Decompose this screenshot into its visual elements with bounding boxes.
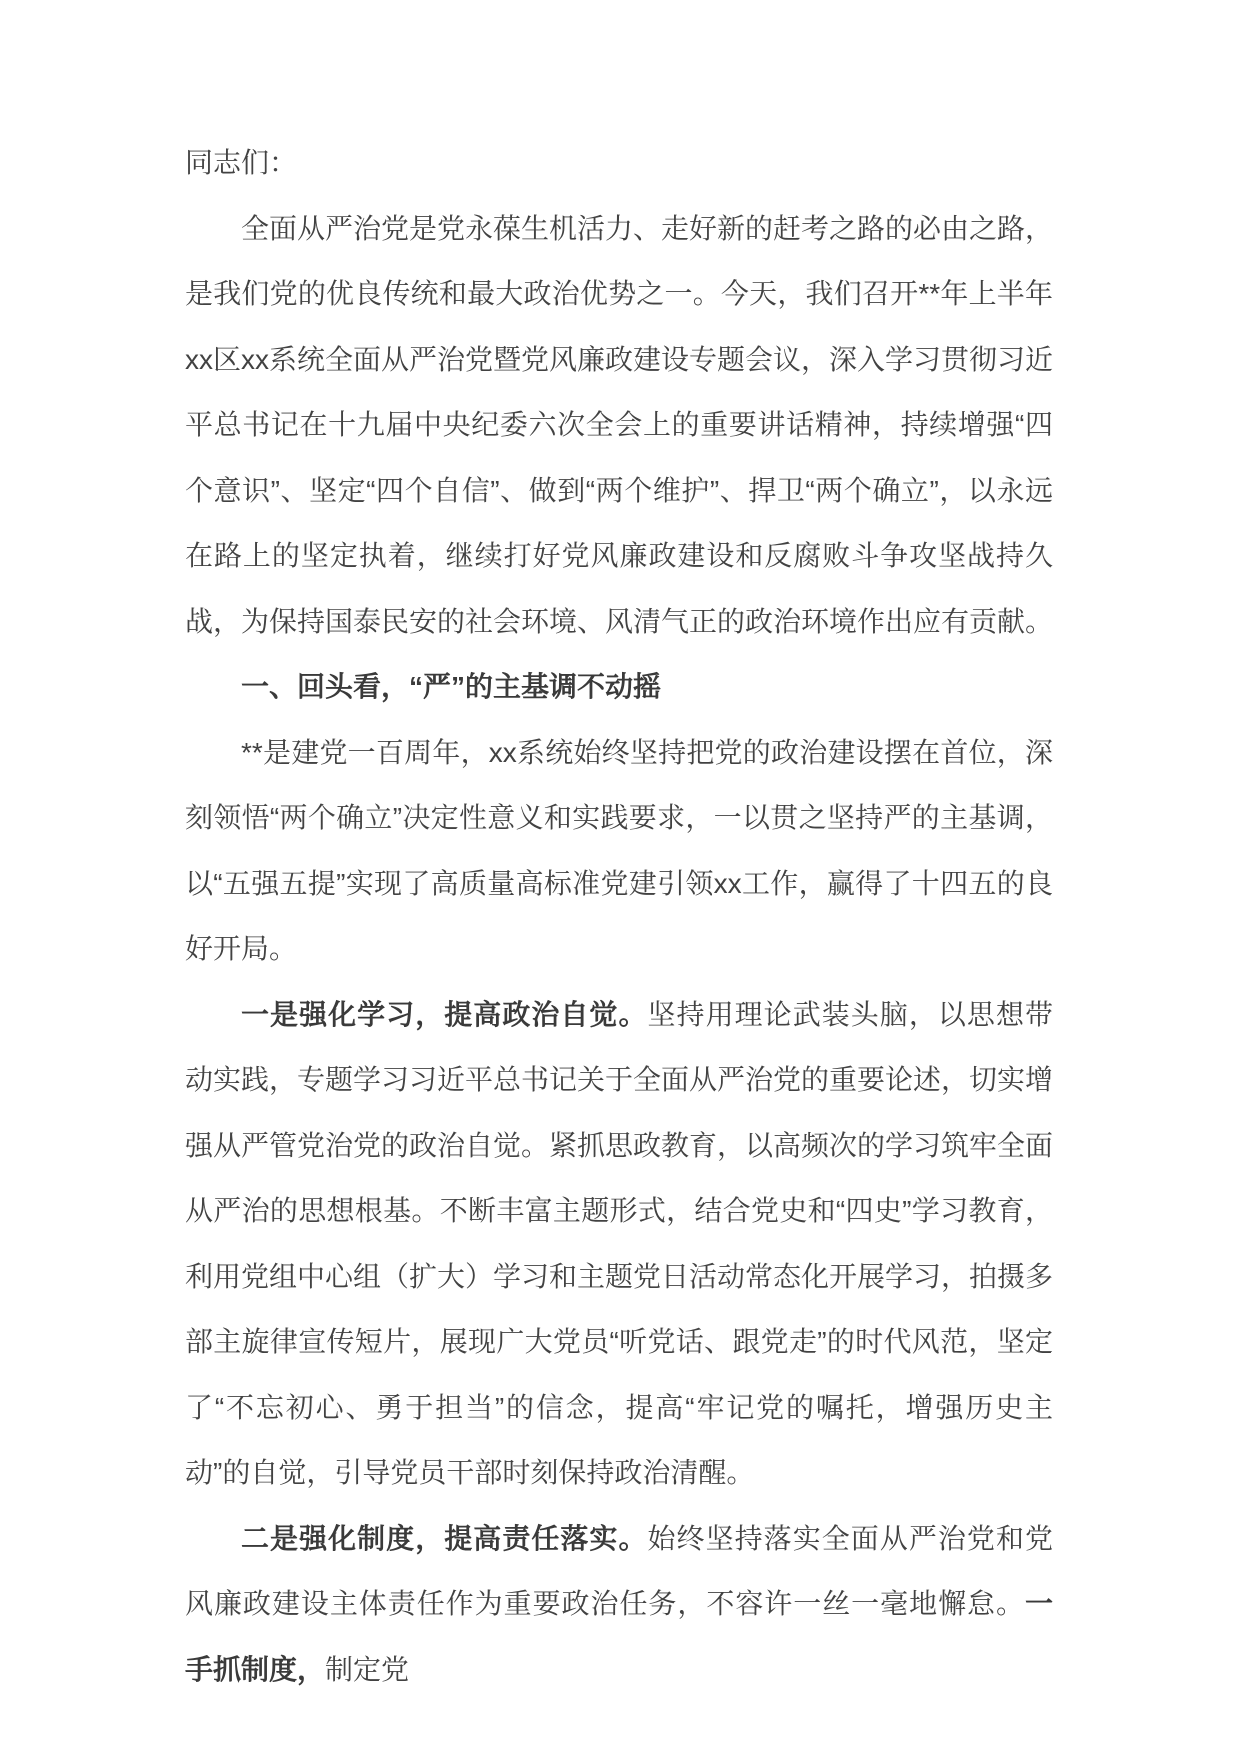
section-heading-1 [185, 654, 1053, 720]
bold-text-run: 二是强化制度，提高责任落实。 [241, 1522, 648, 1554]
bold-text-run: 一是强化学习，提高政治自觉。 [241, 998, 648, 1030]
section-1-paragraph [185, 720, 1053, 982]
text-run: 同志们： [185, 147, 298, 178]
bold-text-run: 一手抓制度， [185, 1588, 1053, 1685]
text-run: 全面从严治党是党永葆生机活力、走好新的赶考之路的必由之路，是我们党的优良传统和最大政治优势之一。今天，我们召开**年上半年xx区xx系统全面从严治党暨党风廉政建设专题会议，深入学习贯彻习近平总书记在十九届中央纪委六次全会上的重要讲话精神，持续增强“四个意识”、坚定“四个自信”、做到“两个维护”、捍卫“两个确立”，以永远在路上的坚定执着，继续打好党风廉政建设和反腐败斗争攻坚战持久战，为保持国泰民安的社会环境、风清气正的政治环境作出应有贡献。 [185, 212, 1054, 637]
salutation [185, 130, 1053, 196]
intro-paragraph [185, 196, 1053, 655]
point-1-paragraph [185, 982, 1053, 1506]
bold-text-run: 一、回头看，“严”的主基调不动摇 [241, 671, 662, 702]
text-run: 始终坚持落实全面从严治党和党风廉政建设主体责任作为重要政治任务，不容许一丝一毫地懈怠。 [185, 1522, 1053, 1619]
text-run: **是建党一百周年，xx系统始终坚持把党的政治建设摆在首位，深刻领悟“两个确立”决定性意义和实践要求，一以贯之坚持严的主基调，以“五强五提”实现了高质量高标准党建引领xx工作，赢得了十四五的良好开局。 [185, 736, 1053, 964]
document-body [185, 130, 1053, 1702]
point-2-paragraph [185, 1506, 1053, 1703]
text-run: 坚持用理论武装头脑，以思想带动实践，专题学习习近平总书记关于全面从严治党的重要论述，切实增强从严管党治党的政治自觉。紧抓思政教育，以高频次的学习筑牢全面从严治的思想根基。不断丰富主题形式，结合党史和“四史”学习教育，利用党组中心组（扩大）学习和主题党日活动常态化开展学习，拍摄多部主旋律宣传短片，展现广大党员“听党话、跟党走”的时代风范，坚定了“不忘初心、勇于担当”的信念，提高“牢记党的嘱托，增强历史主动”的自觉，引导党员干部时刻保持政治清醒。 [185, 998, 1054, 1488]
text-run: 制定党 [325, 1653, 410, 1685]
